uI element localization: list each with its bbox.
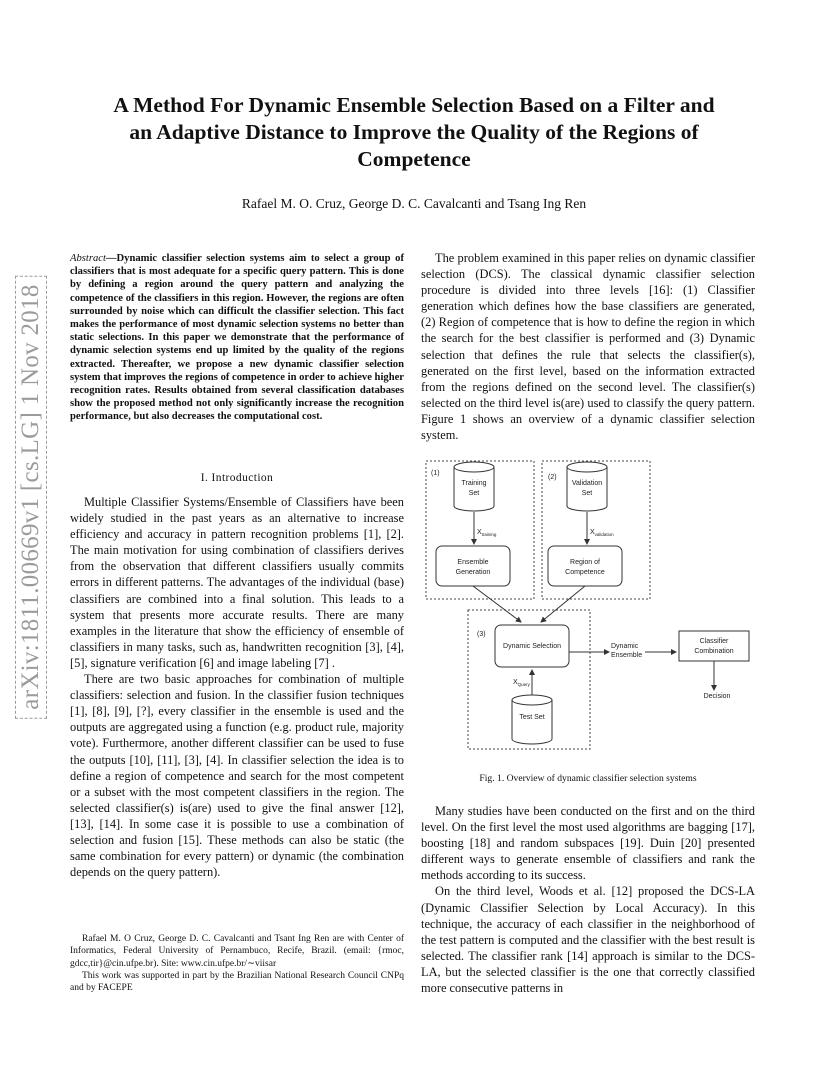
test-set-cylinder — [512, 695, 552, 744]
panel-1-label: (1) — [431, 470, 440, 477]
arxiv-stamp-text: arXiv:1811.00669v1 [cs.LG] 1 Nov 2018 — [15, 275, 47, 718]
abstract-text: —Dynamic classifier selection systems aim to select a group of classifiers that is most adequate for a specific query pattern. This is done by defining a region around the query pattern and analyzing the competence of the classifiers in this region. However, the regions are often surrounded by noise which can difficult the classifier selection. This fact makes the performance of most dynamic selection systems no better than static selections. In this paper we demonstrate that the performance of dynamic selection systems end up limited by the quality of the regions extracted. Thereafter, we propose a new dynamic classifier selection system that improves the regions of competence in order to achieve higher recognition rates. Results obtained from several classification databases show the proposed method not only significantly increase the recognition performance, but also decreases the computational cost. — [70, 253, 404, 423]
classifier-combination-box — [679, 631, 749, 661]
panel-2-label: (2) — [548, 474, 557, 481]
footnote-funding: This work was supported in part by the Brazilian National Research Council CNPq and by FACEPE — [70, 970, 404, 994]
footnotes — [70, 933, 404, 994]
training-set-label: Set — [468, 490, 480, 497]
test-set-label: Test Set — [519, 714, 545, 721]
introduction-text — [70, 494, 404, 880]
title-line: Competence — [357, 147, 471, 171]
validation-set-cylinder — [567, 462, 607, 511]
right-column-text-bottom — [421, 803, 755, 996]
dynamic-ensemble-label: Dynamic — [611, 643, 639, 650]
x-query-label: $X_{Query}$ — [513, 679, 530, 687]
training-set-cylinder — [454, 462, 494, 511]
classifier-combination-label: Classifier — [699, 638, 729, 645]
dynamic-selection-label: Dynamic Selection — [503, 643, 561, 650]
validation-set-label: Validation — [571, 480, 603, 487]
region-of-competence-box — [548, 546, 622, 586]
training-set-label: Training — [461, 480, 487, 487]
arrow — [541, 586, 585, 622]
paragraph: Many studies have been conducted on the first and on the third level. On the first level the most used algorithms are bagging [17], boosting [18] and random subspaces [19]. Duin [20] presented different ways to generate ensemble of classifiers and rank the methods according to its success. — [421, 804, 755, 883]
footnote-affiliation: Rafael M. O Cruz, George D. C. Cavalcanti and Tsant Ing Ren are with Center of Informatics, Federal University of Pernambuco, Recife, Brazil. (email: {rmoc, gdcc,tir}@cin.ufpe.br). Site: www.cin.ufpe.br/∼viisar — [70, 934, 404, 969]
region-of-competence-label: Competence — [565, 569, 605, 576]
paragraph: On the third level, Woods et al. [12] proposed the DCS-LA (Dynamic Classifier Selection by Local Accuracy). In this technique, the accuracy of each classifier in the neighborhood of the test pattern is computed and the classifier with the best result is selected. The classifier rank [14] approach is similar to the DCS-LA, but the selected classifier is the one that correctly classified more consecutive patterns in — [421, 884, 755, 996]
region-of-competence-label: Region of — [570, 559, 600, 566]
arxiv-stamp — [14, 262, 48, 732]
dynamic-ensemble-label: Ensemble — [611, 652, 643, 659]
author-list: Rafael M. O. Cruz, George D. C. Cavalcanti and Tsang Ing Ren — [241, 196, 587, 211]
right-column-text-top — [421, 250, 755, 443]
x-validation-label: $X_{validation}$ — [590, 529, 614, 537]
paper-title — [60, 92, 768, 173]
dcs-diagram — [421, 458, 755, 758]
arrow — [473, 586, 521, 622]
ensemble-generation-label: Generation — [455, 569, 491, 576]
paragraph: The problem examined in this paper relies on dynamic classifier selection (DCS). The classical dynamic classifier selection procedure is divided into three levels [16]: (1) Classifier generation which defines how the base classifiers are generated, (2) Region of competence that is how to define the region in which the search for the best classifier is performed and (3) Dynamic selection that defines the rule that selects the classifier(s), generated on the first level, based on the information extracted from the regions defined on the second level. The classifier(s) selected on the third level is(are) used to classify the query pattern. Figure 1 shows an overview of a dynamic classifier selection system. — [421, 251, 755, 443]
paragraph: There are two basic approaches for combination of multiple classifiers: selection and fusion. In the classifier fusion techniques [1], [8], [9], [?], every classifier in the ensemble is used and the outputs are aggregated using a function (e.g. product rule, majority vote). Furthermore, another different classifier can be used to fuse the outputs [10], [11], [3], [4]. In classifier selection the idea is to define a region of competence and search for the most competent or a subset with the most competent classifiers in the region. The selected classifier(s) is(are) used to give the final answer [12], [13], [14]. In some case it is possible to use a combination of selection and fusion [15]. These methods can also be static (the same combination for every pattern) or dynamic (the combination depends on the query pattern). — [70, 672, 404, 880]
ensemble-generation-box — [436, 546, 510, 586]
figure-1 — [421, 458, 755, 758]
title-line: A Method For Dynamic Ensemble Selection Based on a Filter and — [113, 93, 715, 117]
classifier-combination-label: Combination — [694, 648, 734, 655]
x-training-label: $X_{training}$ — [477, 529, 497, 537]
panel-3-label: (3) — [477, 631, 486, 638]
ensemble-generation-label: Ensemble — [457, 559, 489, 566]
abstract — [70, 252, 404, 424]
figure-caption: Fig. 1. Overview of dynamic classifier selection systems — [479, 773, 697, 784]
section-heading: I. Introduction — [200, 472, 274, 484]
paragraph: Multiple Classifier Systems/Ensemble of Classifiers have been widely studied in the past years as an alternative to increase efficiency and accuracy in pattern recognition problems [1], [2]. The main motivation for using combination of classifiers derives from the observation that different classifiers usually commits errors in different patterns. The advantages of the individual (base) classifiers are combined into a final solution. This leads to a system that presents more accurate results. There are many examples in the literature that show the efficiency of ensemble of classifiers in many tasks, such as, handwritten recognition [3], [4], [5], signature verification [6] and image labeling [7] . — [70, 495, 404, 670]
decision-label: Decision — [703, 693, 731, 700]
abstract-label: Abstract — [70, 253, 106, 264]
validation-set-label: Set — [581, 490, 593, 497]
title-line: an Adaptive Distance to Improve the Quality of the Regions of — [129, 120, 699, 144]
